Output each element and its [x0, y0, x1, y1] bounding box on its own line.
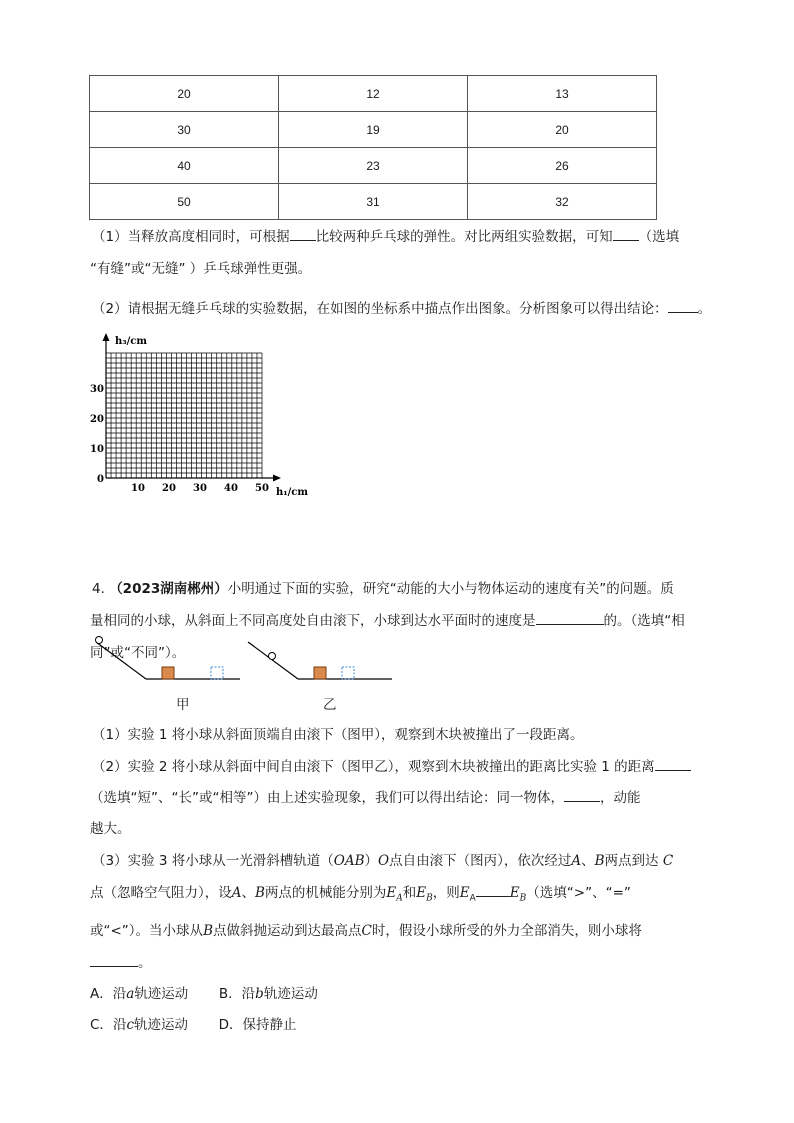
block-final-position	[211, 667, 223, 679]
answer-blank[interactable]	[613, 228, 639, 241]
table-row	[90, 112, 657, 148]
graph-grid	[106, 353, 262, 478]
y-tick-label: 10	[90, 444, 104, 455]
y-tick-label: 20	[90, 414, 104, 425]
q4-part3-line2: 点（忽略空气阻力），设A、B两点的机械能分别为$E_A$和$E_B$，则$E_A$ $E_B$（选填“>”、“=”	[90, 885, 631, 904]
table-cell: 20	[468, 112, 657, 148]
table-row	[90, 76, 657, 112]
table-cell: 20	[90, 76, 279, 112]
answer-blank[interactable]	[476, 884, 510, 897]
ball	[96, 637, 103, 644]
answer-blank[interactable]	[90, 954, 138, 967]
figure-yi	[240, 634, 400, 686]
x-tick-label: 50	[255, 483, 269, 494]
question-number: 4.	[92, 581, 105, 597]
q4-line1: 4. （2023湖南郴州）小明通过下面的实验，研究“动能的大小与物体运动的速度有关”的问题。质	[92, 581, 674, 597]
coordinate-graph	[85, 330, 325, 500]
table-cell: 32	[468, 184, 657, 220]
table-cell: 26	[468, 148, 657, 184]
figure-jia	[88, 634, 248, 686]
table-cell: 50	[90, 184, 279, 220]
wooden-block	[314, 667, 326, 679]
y-axis-arrow	[103, 333, 110, 341]
table-cell: 23	[279, 148, 468, 184]
table-cell: 40	[90, 148, 279, 184]
option-row-2	[90, 1016, 297, 1034]
table-cell: 31	[279, 184, 468, 220]
figure-label-jia: 甲	[176, 697, 190, 713]
origin-label: 0	[97, 474, 104, 485]
table-row	[90, 184, 657, 220]
option-row-1	[90, 985, 318, 1003]
table-cell: 12	[279, 76, 468, 112]
table-cell: 19	[279, 112, 468, 148]
q4-part1: （1）实验 1 将小球从斜面顶端自由滚下（图甲），观察到木块被撞出了一段距离。	[92, 727, 584, 743]
table-row	[90, 148, 657, 184]
q4-line2: 量相同的小球，从斜面上不同高度处自由滚下，小球到达水平面时的速度是 的。（选填“相	[90, 613, 685, 629]
incline	[248, 642, 298, 679]
x-axis-label: h₁/cm	[276, 487, 308, 498]
option-d[interactable]: D．保持静止	[218, 1017, 297, 1033]
q4-part3-line4: 。	[90, 954, 152, 972]
option-a[interactable]: A．沿a轨迹运动	[90, 986, 189, 1002]
x-tick-label: 10	[131, 483, 145, 494]
answer-blank[interactable]	[655, 758, 691, 771]
figure-label-yi: 乙	[323, 697, 337, 713]
answer-blank[interactable]	[668, 300, 698, 313]
q4-line3: 同”或“不同”）。	[90, 645, 186, 661]
answer-blank[interactable]	[564, 789, 600, 802]
wooden-block	[162, 667, 174, 679]
table-cell: 30	[90, 112, 279, 148]
q4-part2-line1: （2）实验 2 将小球从斜面中间自由滚下（图甲乙），观察到木块被撞出的距离比实验 1 的距离	[92, 758, 691, 776]
x-tick-label: 30	[193, 483, 207, 494]
table-cell: 13	[468, 76, 657, 112]
q3-part1-line2: “有缝”或“无缝” ）乒乓球弹性更强。	[90, 261, 312, 277]
y-tick-label: 30	[90, 384, 104, 395]
answer-blank[interactable]	[290, 228, 316, 241]
data-table	[89, 75, 657, 220]
q4-part2-line2: （选填“短”、“长”或“相等”）由上述实验现象，我们可以得出结论：同一物体， ，动能	[90, 790, 641, 806]
question-source: （2023湖南郴州）	[109, 581, 228, 597]
y-axis-label: h₃/cm	[115, 336, 147, 347]
q3-part1-line1: （1）当释放高度相同时，可根据 比较两种乒乓球的弹性。对比两组实验数据，可知 （选填	[92, 229, 680, 245]
q3-part2: （2）请根据无缝乒乓球的实验数据，在如图的坐标系中描点作出图象。分析图象可以得出结论： 。	[92, 301, 712, 317]
answer-blank[interactable]	[536, 612, 604, 625]
q4-part2-line3: 越大。	[90, 821, 131, 837]
x-tick-label: 40	[224, 483, 238, 494]
x-tick-label: 20	[162, 483, 176, 494]
ball	[269, 653, 276, 660]
q4-part3-line3: 或“<”）。当小球从B点做斜抛运动到达最高点C时，假设小球所受的外力全部消失，则小球将	[90, 923, 642, 939]
option-b[interactable]: B．沿b轨迹运动	[218, 986, 318, 1002]
x-axis-arrow	[273, 475, 281, 482]
incline	[96, 642, 146, 679]
block-final-position	[342, 667, 354, 679]
option-c[interactable]: C．沿c轨迹运动	[90, 1017, 188, 1033]
q4-part3-line1: （3）实验 3 将小球从一光滑斜槽轨道（OAB）O点自由滚下（图丙），依次经过A、B两点到达 C	[92, 853, 674, 869]
